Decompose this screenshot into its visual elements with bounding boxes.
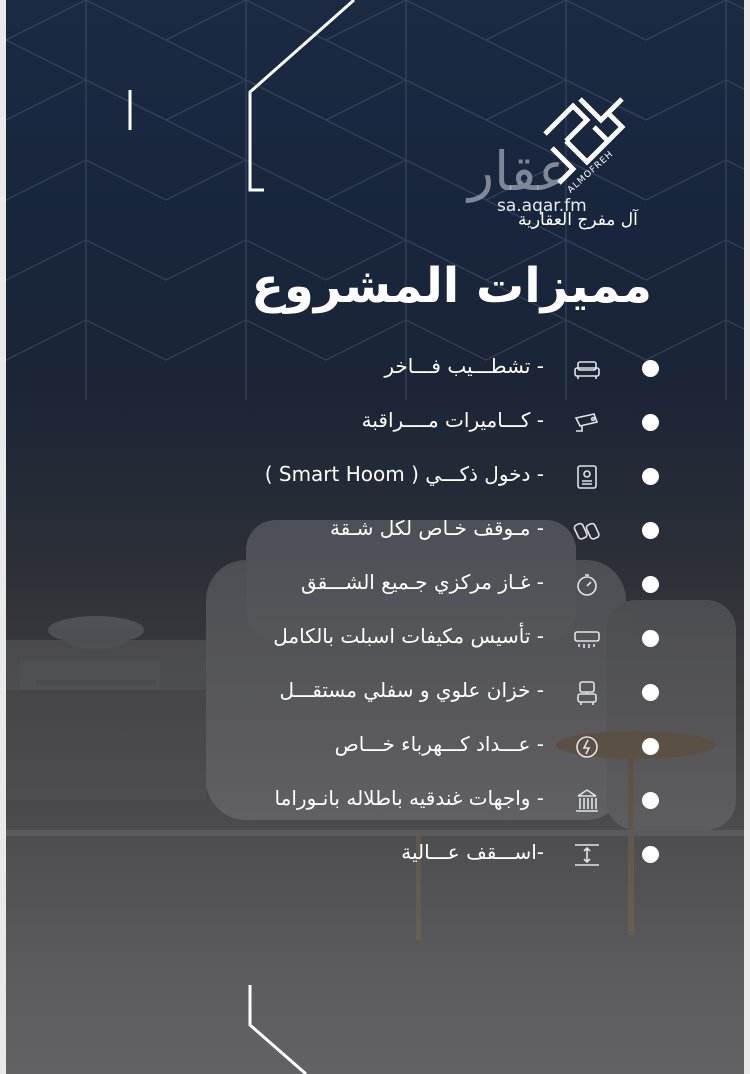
ceiling-height-icon bbox=[572, 840, 602, 870]
feature-item bbox=[6, 344, 744, 394]
building-facade-icon bbox=[572, 786, 602, 816]
bullet-dot bbox=[642, 684, 659, 701]
bullet-dot bbox=[642, 360, 659, 377]
bullet-dot bbox=[642, 846, 659, 863]
feature-item bbox=[6, 722, 744, 772]
feature-item bbox=[6, 560, 744, 610]
brand-name-en: ALMOFREH bbox=[566, 149, 616, 196]
bullet-dot bbox=[642, 738, 659, 755]
feature-item bbox=[6, 398, 744, 448]
feature-text: - تأسيس مكيفات اسبلت بالكامل bbox=[273, 624, 544, 648]
feature-text: - غـاز مركزي جـميع الشـــقق bbox=[300, 570, 544, 594]
brand-logo-icon bbox=[531, 92, 671, 197]
poster bbox=[6, 0, 744, 1074]
feature-item bbox=[6, 614, 744, 664]
gas-meter-icon bbox=[572, 570, 602, 600]
bullet-dot bbox=[642, 468, 659, 485]
bullet-dot bbox=[642, 414, 659, 431]
air-conditioner-icon bbox=[572, 624, 602, 654]
sofa-icon bbox=[572, 354, 602, 384]
feature-item bbox=[6, 668, 744, 718]
security-camera-icon bbox=[572, 408, 602, 438]
feature-text: - كـــاميرات مــــراقبة bbox=[361, 408, 544, 432]
bullet-dot bbox=[642, 576, 659, 593]
feature-item bbox=[6, 506, 744, 556]
electric-meter-icon bbox=[572, 732, 602, 762]
parking-icon bbox=[572, 516, 602, 546]
bullet-dot bbox=[642, 522, 659, 539]
brand-name-ar: آل مفرج العقارية bbox=[518, 210, 638, 230]
feature-text: - دخول ذكـــي ( Smart Hoom ) bbox=[264, 462, 544, 486]
feature-text: -اســـقف عـــالية bbox=[401, 840, 544, 864]
bullet-dot bbox=[642, 630, 659, 647]
feature-text: - عـــداد كـــهرباء خـــاص bbox=[334, 732, 544, 756]
smart-lock-icon bbox=[572, 462, 602, 492]
feature-item bbox=[6, 830, 744, 880]
feature-item bbox=[6, 452, 744, 502]
feature-text: - واجهات غندقيه باطلاله بانـوراما bbox=[274, 786, 544, 810]
feature-text: - تشطـــيب فـــاخر bbox=[384, 354, 544, 378]
watermark-text: عقار bbox=[468, 140, 571, 203]
water-tank-icon bbox=[572, 678, 602, 708]
page-title: مميزات المشروع bbox=[251, 258, 652, 314]
feature-text: - خزان علوي و سفلي مستقـــل bbox=[279, 678, 544, 702]
feature-item bbox=[6, 776, 744, 826]
watermark-url: sa.aqar.fm bbox=[497, 196, 587, 216]
bullet-dot bbox=[642, 792, 659, 809]
feature-text: - مـوقف خـاص لكل شـقة bbox=[329, 516, 544, 540]
